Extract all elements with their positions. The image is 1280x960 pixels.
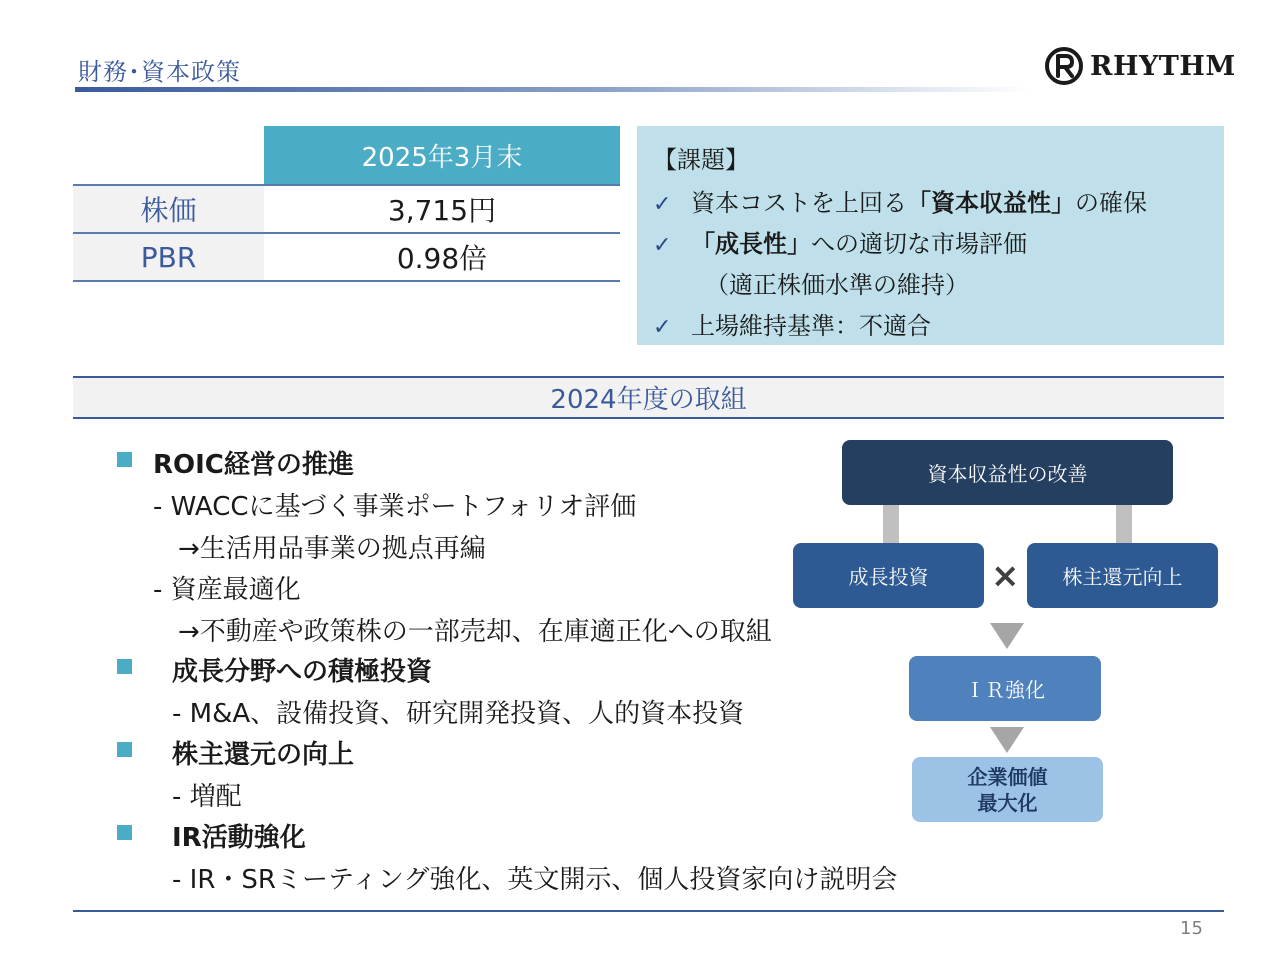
bullet-square-icon	[117, 452, 132, 467]
diagram-text: 企業価値	[967, 764, 1048, 789]
footer-rule	[73, 910, 1224, 912]
stock-table	[73, 126, 620, 282]
times-icon: ×	[991, 556, 1020, 596]
row-value-pbr: 0.98倍	[396, 242, 488, 275]
page-title: 財務･資本政策	[78, 58, 241, 86]
issue-emphasis: 「成長性」	[691, 230, 811, 258]
initiative-line: - M&A、設備投資、研究開発投資、人的資本投資	[172, 699, 745, 729]
table-column-header: 2025年3月末	[264, 126, 620, 186]
initiative-line: →生活用品事業の拠点再編	[178, 534, 486, 564]
arrow-down-icon	[990, 623, 1024, 649]
issue-item	[653, 224, 1224, 265]
diagram-connector	[1116, 505, 1132, 545]
initiative-heading-shareholder: 株主還元の向上	[172, 740, 355, 770]
initiative-line: - 増配	[172, 782, 242, 812]
bullet-square-icon	[117, 659, 132, 674]
initiative-line: - 資産最適化	[153, 575, 301, 605]
diagram-box-growth-investment: 成長投資	[793, 543, 984, 608]
initiative-heading-ir: IR活動強化	[172, 823, 306, 853]
diagram-box-shareholder-return: 株主還元向上	[1027, 543, 1218, 608]
initiative-line: - IR・SRミーティング強化、英文開示、個人投資家向け説明会	[172, 865, 898, 895]
issues-heading: 【課題】	[653, 146, 749, 174]
diagram-connector	[883, 505, 899, 545]
row-label-stock-price: 株価	[73, 186, 264, 232]
initiative-heading-roic: ROIC経営の推進	[153, 450, 354, 480]
issue-text: の確保	[1075, 189, 1147, 217]
company-logo	[1044, 46, 1236, 86]
initiative-heading-growth: 成長分野への積極投資	[172, 657, 433, 687]
bullet-square-icon	[117, 742, 132, 757]
checkmark-icon: ✓	[653, 233, 672, 258]
checkmark-icon: ✓	[653, 192, 672, 217]
logo-wordmark: RHYTHM	[1090, 50, 1236, 82]
initiative-line: →不動産や政策株の一部売却、在庫適正化への取組	[178, 617, 772, 647]
table-row	[73, 234, 620, 282]
issue-item	[653, 306, 1224, 347]
bullet-square-icon	[117, 825, 132, 840]
title-underline	[75, 87, 1030, 92]
issue-text: 資本コストを上回る	[691, 189, 907, 217]
issue-emphasis: 「資本収益性」	[907, 189, 1075, 217]
page-number: 15	[1180, 918, 1203, 939]
diagram-box-capital-efficiency: 資本収益性の改善	[842, 440, 1173, 505]
section-title: 2024年度の取組	[73, 376, 1224, 419]
issue-item	[653, 183, 1224, 224]
diagram-text: 最大化	[977, 790, 1038, 815]
table-row	[73, 186, 620, 234]
row-label-pbr: PBR	[73, 234, 264, 280]
rhythm-logo-icon	[1044, 46, 1084, 86]
issue-text: への適切な市場評価	[811, 230, 1027, 258]
diagram-box-ir: ＩＲ強化	[909, 656, 1101, 721]
issue-continuation: （適正株価水準の維持）	[705, 271, 969, 299]
diagram-box-corporate-value	[912, 757, 1103, 822]
initiative-line: - WACCに基づく事業ポートフォリオ評価	[153, 492, 637, 522]
arrow-down-icon	[990, 727, 1024, 753]
row-value-stock-price: 3,715円	[387, 194, 497, 227]
issue-text: 上場維持基準：不適合	[691, 312, 931, 340]
checkmark-icon: ✓	[653, 315, 672, 340]
issues-box	[637, 126, 1224, 345]
